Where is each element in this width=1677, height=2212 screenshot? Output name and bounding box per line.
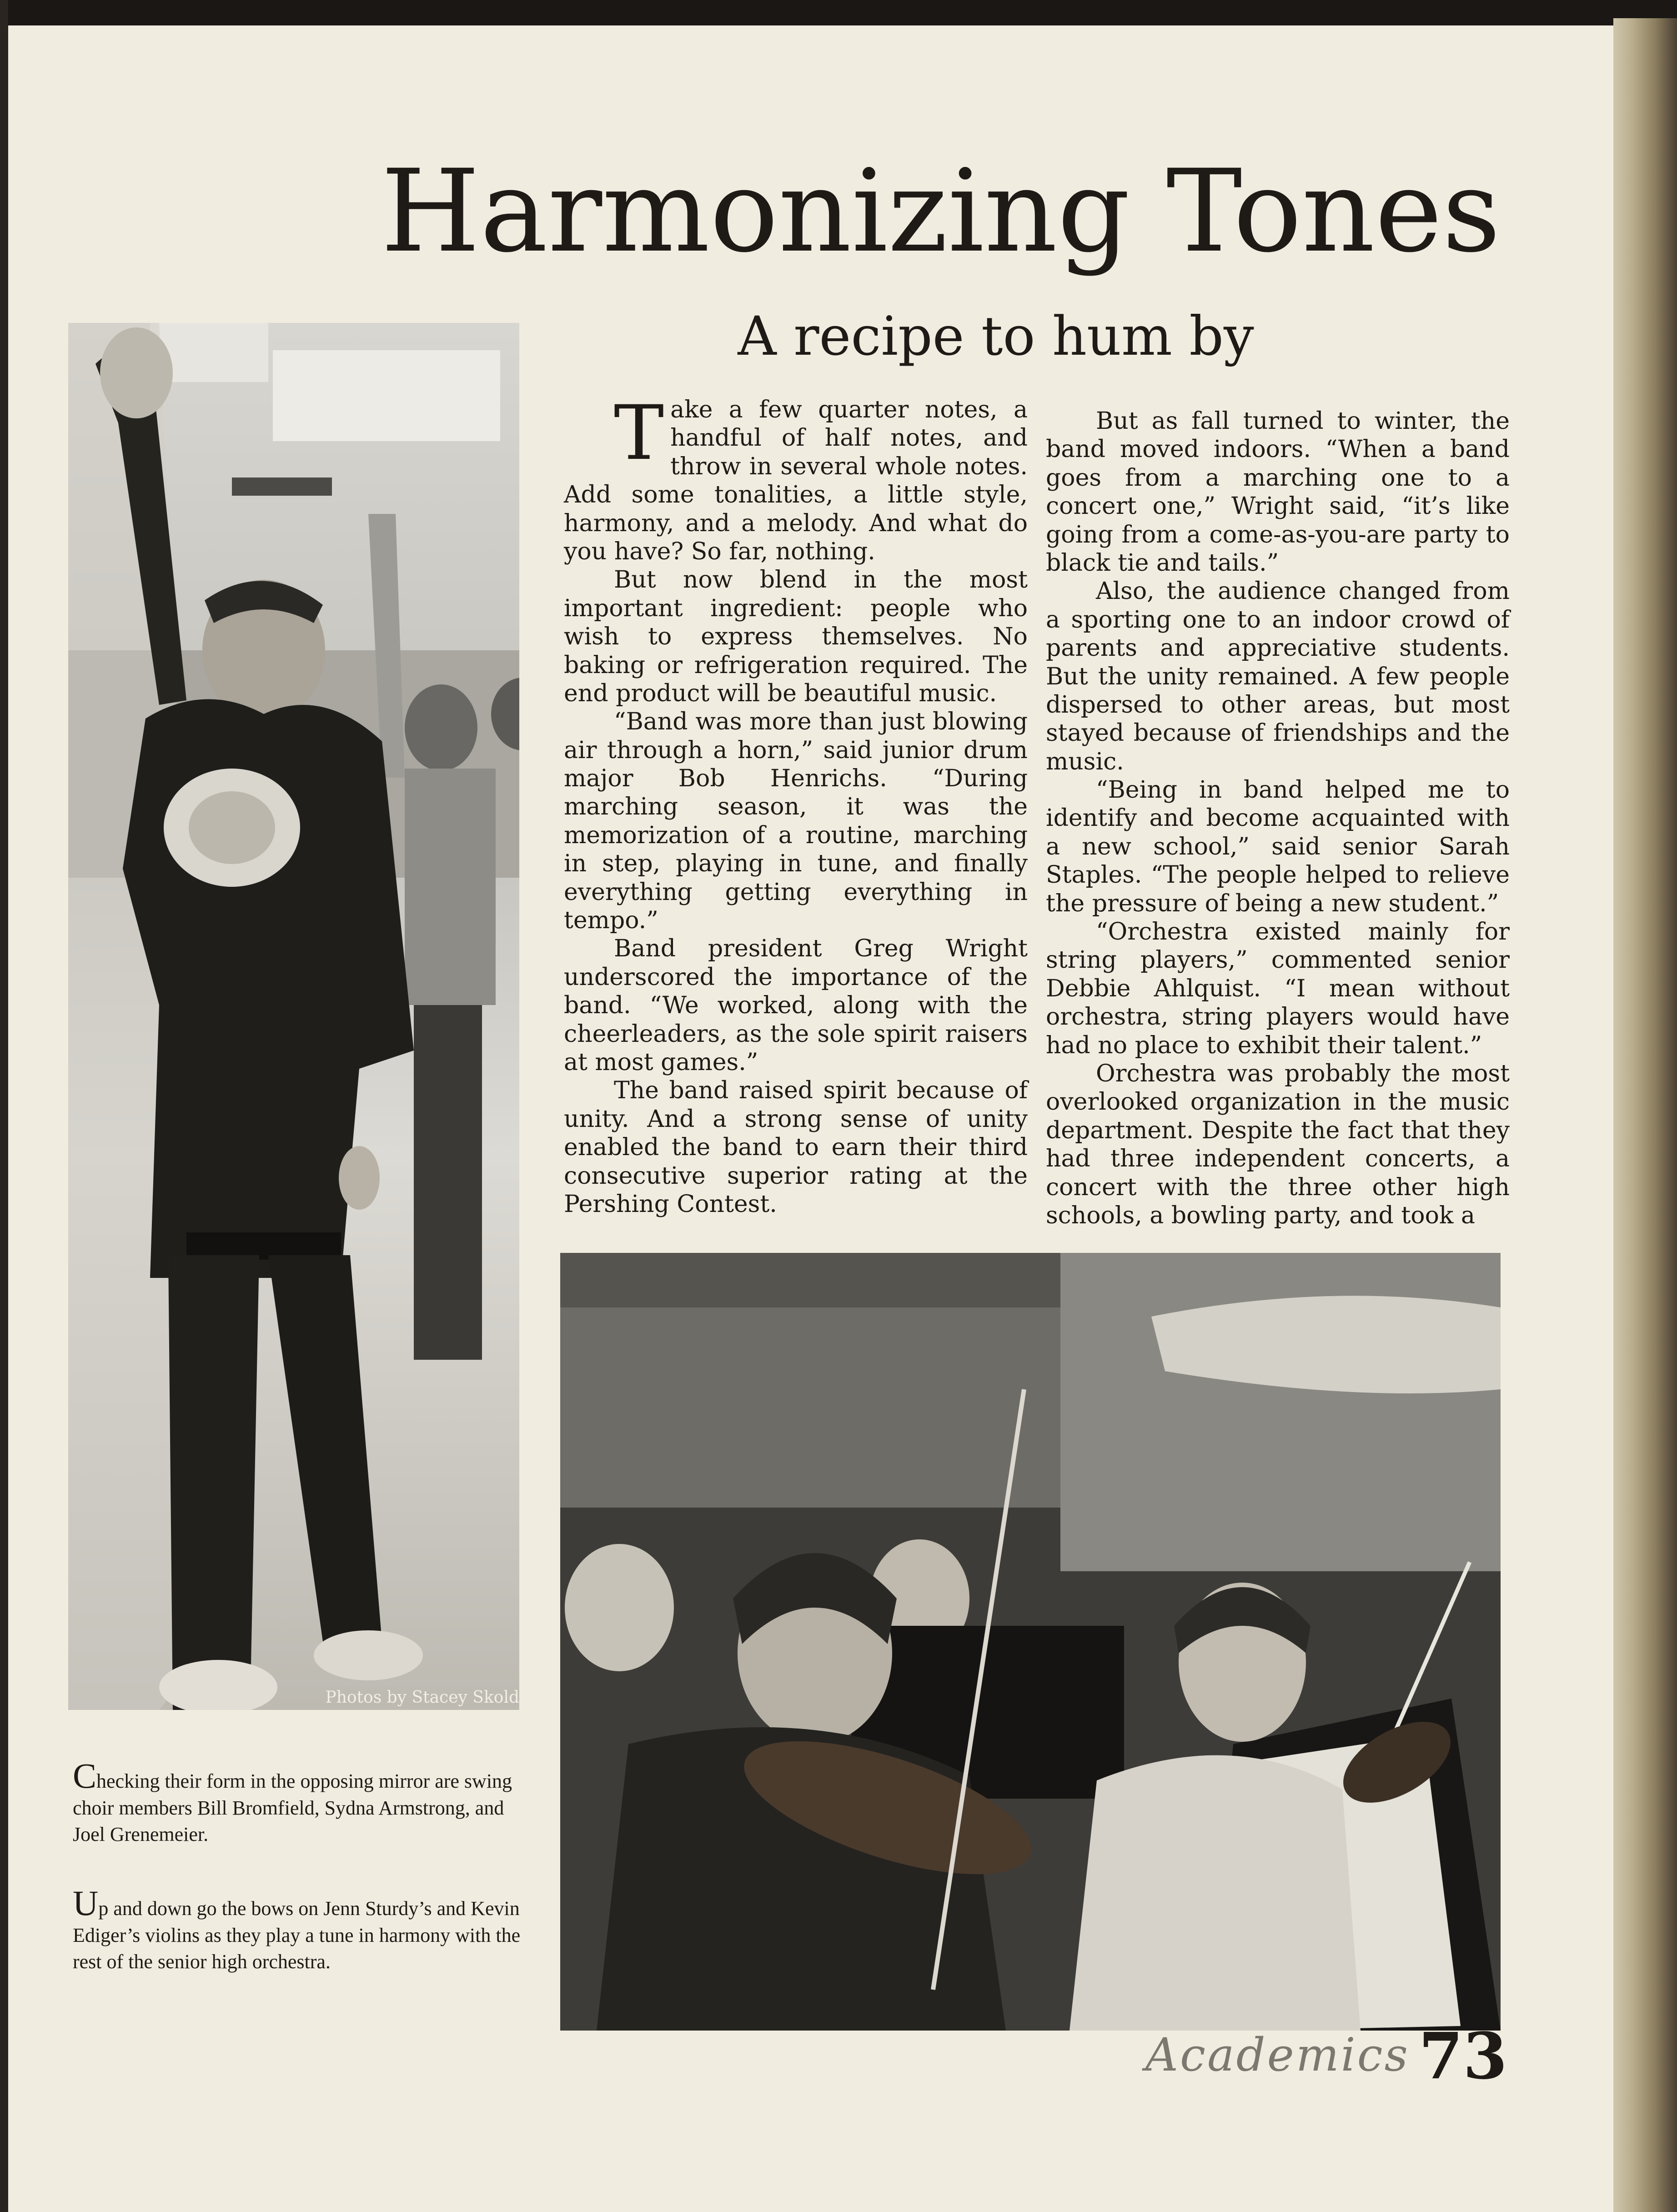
paragraph: “Band was more than just blowing air through a horn,” said junior drum major Bob Henrichs. “During marching season, it was the memorization of a routine, marching in step, playing in tune, and finally everything getting everything in tempo.” bbox=[564, 708, 1028, 935]
dance-rehearsal-photo bbox=[68, 323, 519, 1710]
page-title: Harmonizing Tones bbox=[381, 145, 1501, 277]
orchestra-violin-photo bbox=[560, 1253, 1501, 2031]
paragraph: “Being in band helped me to identify and become acquainted with a new school,” said senior Sarah Staples. “The people helped to relieve the pressure of being a new student.” bbox=[1046, 776, 1510, 917]
photo-credit: Photos by Stacey Skold bbox=[325, 1688, 519, 1707]
page-number: 73 bbox=[1419, 2019, 1507, 2094]
book-spine bbox=[1613, 18, 1677, 2212]
caption-initial: U bbox=[73, 1883, 99, 1923]
photo-caption-swing-choir bbox=[73, 1756, 523, 1848]
paragraph: But as fall turned to winter, the band moved indoors. “When a band goes from a marching one to a concert one,” Wright said, “it’s like going from a come-as-you-are party to black tie and tails.” bbox=[1046, 407, 1510, 577]
page-subtitle: A recipe to hum by bbox=[738, 305, 1254, 367]
section-label: Academics bbox=[1145, 2028, 1410, 2081]
photo-caption-orchestra bbox=[73, 1883, 523, 1976]
orchestra-violin-image bbox=[560, 1253, 1501, 2031]
article-column-2 bbox=[1046, 407, 1510, 1230]
caption-text: p and down go the bows on Jenn Sturdy’s and Kevin Ediger’s violins as they play a tune in harmony with the rest of the senior high orchestra. bbox=[73, 1897, 521, 1973]
dance-rehearsal-image bbox=[68, 323, 519, 1710]
caption-text: hecking their form in the opposing mirror are swing choir members Bill Bromfield, Sydna Armstrong, and Joel Grenemeier. bbox=[73, 1770, 512, 1846]
paragraph: Also, the audience changed from a sporting one to an indoor crowd of parents and appreciative students. But the unity remained. A few people dispersed to other areas, but most stayed because of friendships and the music. bbox=[1046, 578, 1510, 775]
drop-cap: T bbox=[614, 389, 664, 477]
scan-border-top bbox=[0, 0, 1677, 25]
caption-initial: C bbox=[73, 1756, 97, 1795]
paragraph: The band raised spirit because of unity. And a strong sense of unity enabled the band to earn their third consecutive superior rating at the Pershing Contest. bbox=[564, 1077, 1028, 1218]
scan-border-left bbox=[0, 0, 8, 2212]
article-column-1 bbox=[564, 389, 1028, 1218]
paragraph: “Orchestra existed mainly for string players,” commented senior Debbie Ahlquist. “I mean without orchestra, string players would have had no place to exhibit their talent.” bbox=[1046, 918, 1510, 1059]
paragraph-intro bbox=[564, 389, 1028, 566]
paragraph: Orchestra was probably the most overlooked organization in the music department. Despite the fact that they had three independent concerts, a concert with the three other high schools, a bowling party, and took a bbox=[1046, 1060, 1510, 1229]
paragraph: Band president Greg Wright underscored the importance of the band. “We worked, along with the cheerleaders, as the sole spirit raisers at most games.” bbox=[564, 935, 1028, 1076]
paragraph-intro-text: ake a few quarter notes, a handful of half notes, and throw in several whole notes. Add some tonalities, a little style, harmony, and a melody. And what do you have? So far, nothing. bbox=[564, 396, 1028, 565]
paragraph: But now blend in the most important ingredient: people who wish to express themselves. No baking or refrigeration required. The end product will be beautiful music. bbox=[564, 566, 1028, 707]
